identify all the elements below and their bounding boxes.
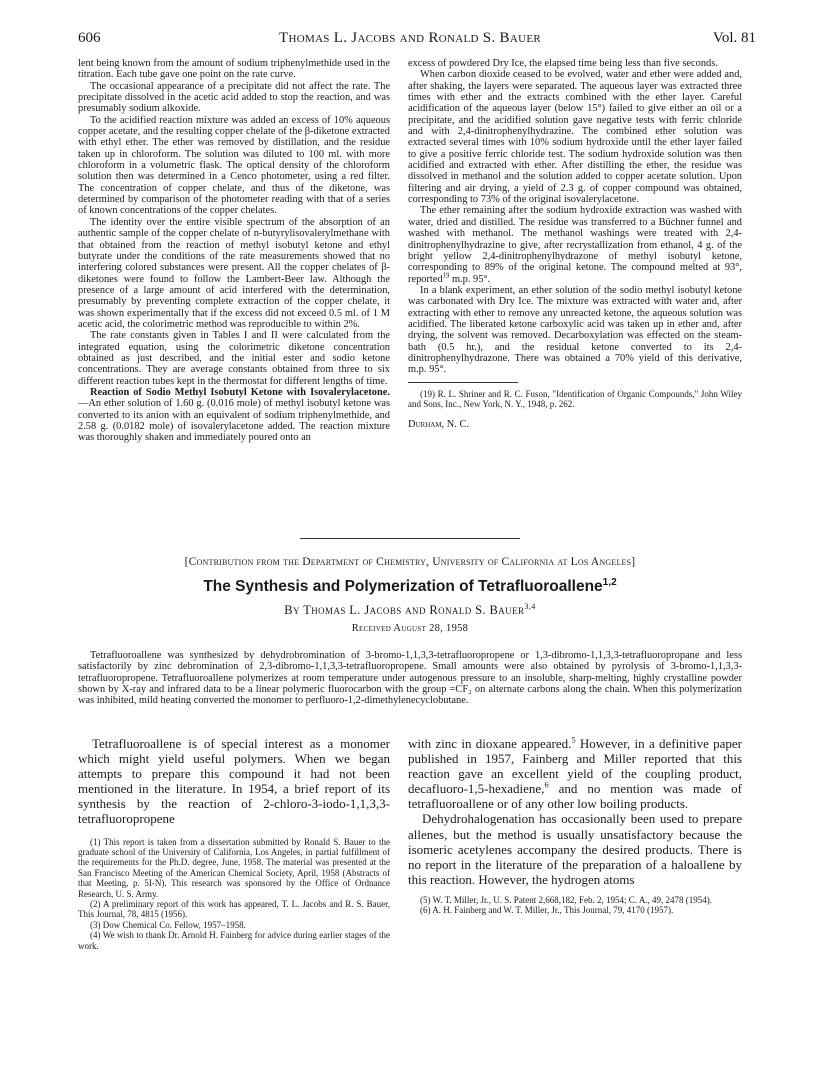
footnote-ref: 6 <box>544 779 549 790</box>
experimental-text: —An ether solution of 1.60 g. (0.016 mole) of methyl isobutyl ketone was converted to its anion with an equivalent of sodium triphenylmethide, and 2.58 g. (0.0182 mole) of isovalerylacetone added. The reaction mixture was thoroughly shaken and immediately poured onto an <box>78 398 390 444</box>
article-separator <box>300 538 520 539</box>
footnote-19: (19) R. L. Shriner and R. C. Fuson, "Identification of Organic Compounds," John Wiley and Sons, Inc., New York, N. Y., 1948, p. 262. <box>408 388 742 410</box>
footnote: (4) We wish to thank Dr. Arnold H. Fainberg for advice during earlier stages of the work. <box>78 930 390 951</box>
right-paragraph-tail: m.p. 95°. <box>449 273 491 285</box>
left-paragraph: The rate constants given in Tables I and II were calculated from the integrated equation, using the colorimetric diketone concentration obtained as just described, and the initial ester and sodio ketone concentrations. They are average constants obtained from three to six different reaction tubes kept in the thermostat for different lengths of time. <box>78 330 390 387</box>
running-title: Thomas L. Jacobs and Ronald S. Bauer <box>279 30 541 46</box>
location: Durham, N. C. <box>408 419 469 431</box>
right-paragraph: excess of powdered Dry Ice, the elapsed time being less than five seconds. <box>408 58 718 69</box>
footnote-rule <box>408 382 518 383</box>
contribution-line: [Contribution from the Department of Chemistry, University of California at Los Angeles] <box>184 556 636 568</box>
footnote: (1) This report is taken from a dissertation submitted by Ronald S. Bauer to the graduate school of the University of California, Los Angeles, in partial fulfillment of the requirements for the Ph.D. degree, June, 1958. The material was presented at the San Francisco Meeting of the American Chemical Society, April, 1958 (Abstracts of that Meeting, p. 5I-N). This research was sponsored by the Office of Ordnance Research, U. S. Army. <box>78 836 390 899</box>
page-number: 606 <box>78 30 101 46</box>
right-paragraph-text: The ether remaining after the sodium hydroxide extraction was washed with water, dried and distilled. The residue was transferred to a Büchner funnel and washed with methanol. The methanol washings were treated with 2,4-dinitrophenylhydrazine to give, after recrystallization from ethanol, 4 g. of the bright yellow 2,4-dinitrophenylhydrazone of methyl isobutyl ketone, corresponding to 89% of the original ketone. The compound melted at 93°, reported <box>408 205 742 285</box>
footnote-ref: 5 <box>571 734 576 745</box>
byline: By Thomas L. Jacobs and Ronald S. Bauer$^{3,4}$ <box>284 601 536 617</box>
left-paragraph: The occasional appearance of a precipitate did not affect the rate. The precipitate dissolved in the acetic acid added to stop the reaction, and was presumably sodium alkoxide. <box>78 80 390 115</box>
left-column <box>78 58 390 444</box>
body-paragraph: Dehydrohalogenation has occasionally been used to prepare allenes, but the method is usually unsatisfactory because the isomeric acetylenes accompany the desired products. There is no report in the literature of the preparation of a haloallene by this reaction. However, the hydrogen atoms <box>408 811 742 887</box>
footnote-ref: 19 <box>442 272 450 280</box>
body-right-column <box>408 736 742 916</box>
left-paragraph: lent being known from the amount of sodium triphenylmethide used in the titration. Each tube gave one point on the rate curve. <box>78 58 390 81</box>
left-paragraph: The identity over the entire visible spectrum of the absorption of an authentic sample of the copper chelate of n-butyrylisovalerylmethane with that obtained from the reaction of methyl isobutyl ketone and ethyl butyrate under the conditions of the rate measurements showed that no interfering colored substances were present. All the copper chelates of β-diketones were found to follow the Lambert-Beer law. Although the presence of a large amount of acid interfered with the determination, presumably by preventing complete extraction of the copper chelate, it was shown experimentally that if the excess did not exceed 0.5 ml. of 1 M acetic acid, the colorimetric method was reproducible to within 2%. <box>78 216 390 330</box>
footnote: (5) W. T. Miller, Jr., U. S. Patent 2,668,182, Feb. 2, 1954; C. A., 49, 2478 (1954). <box>420 894 713 905</box>
body-paragraph: with zinc in dioxane appeared.$^5$ However, in a definitive paper published in 1957, Fainberg and Miller reported that this reaction gave an excellent yield of the coupling product, decafluoro-1,5-hexadiene,$^6$ and no mention was made of tetrafluoroallene or of any other low boiling products. Dehydrohalogenation has occasionally been used to prepare allenes, but the method is usually unsatisfactory because the isomeric acetylenes accompany the desired products. There is no report in the literature of the preparation of a haloallene by this reaction. However, the hydrogen atoms <box>408 734 743 887</box>
received-date: Received August 28, 1958 <box>351 623 469 634</box>
right-paragraph: When carbon dioxide ceased to be evolved, water and ether were added and, after shaking, the layers were separated. The aqueous layer was extracted three times with ether and the extracts combined with the ether layer. Careful acidification of the aqueous layer (below 15°) failed to give either an oil or a precipitate, and the acidified solution gave negative tests with ferric chloride and with 2,4-dinitrophenylhydrazine. The combined ether solution was extracted several times with 10% sodium hydroxide until the ether layer failed to give a positive ferric chloride test. The sodium hydroxide solution was then acidified and extracted with ether. After distilling the ether, the residue was dissolved in methanol and the solution added to copper acetate solution. Upon filtering and air drying, a yield of 2.3 g. of copper compound was obtained, corresponding to 73% of the original isovalerylacetone. <box>408 69 742 206</box>
left-paragraph: To the acidified reaction mixture was added an excess of 10% aqueous copper acetate, and the resulting copper chelate of the β-diketone extracted with ethyl ether. The ether was removed by distillation, and the residue taken up in chloroform. The solution was diluted to 100 ml. with more chloroform in a volumetric flask. The optical density of the chloroform solution then was determined in a Cenco photometer, using a red filter. The concentration of copper chelate, and thus of the diketone, was determined by comparison of the photometer reading with that of a series of known concentrations of the copper chelates. <box>78 114 390 217</box>
title-footnote-ref: 1,2 <box>602 576 617 588</box>
footnotes-left <box>78 837 390 951</box>
footnotes-right <box>408 895 742 916</box>
right-paragraph <box>408 205 742 284</box>
volume-label: Vol. 81 <box>712 30 756 46</box>
experimental-paragraph <box>78 387 390 444</box>
byline-footnote-ref: 3,4 <box>524 601 536 611</box>
footnote: (2) A preliminary report of this work has appeared, T. L. Jacobs and R. S. Bauer, This Journal, 78, 4815 (1956). <box>78 899 390 920</box>
body-left-column <box>78 736 390 951</box>
footnote: (3) Dow Chemical Co. Fellow, 1957–1958. <box>90 919 246 930</box>
experimental-heading: Reaction of Sodio Methyl Isobutyl Ketone with Isovalerylacetone. <box>90 386 390 398</box>
abstract: Tetrafluoroallene was synthesized by dehydrobromination of 3-bromo-1,1,3,3-tetrafluoropropene or 1,3-dibromo-1,1,3,3-tetrafluoropropane and less satisfactorily by zinc debromination of 2,3-dibromo-1,1,3,3-tetrafluoropropene. Small amounts were also obtained by pyrolysis of 3-bromo-1,1,3,3-tetrafluoropropene. Tetrafluoroallene polymerizes at room temperature under autogenous pressure to an insoluble, sharp-melting, highly crystalline powder shown by X-ray and infrared data to be a linear polymeric fluorocarbon with the group =CF₂ on alternate carbons along the chain. When this polymerization was inhibited, mild heating converted the monomer to perfluoro-1,2-dimethylenecyclobutane. <box>78 650 742 707</box>
article-title: The Synthesis and Polymerization of Tetrafluoroallene$^{1,2}$ <box>203 576 617 595</box>
body-paragraph: Tetrafluoroallene is of special interest as a monomer which might yield useful polymers. When we began attempts to prepare this compound it had not been mentioned in the literature. In 1954, a brief report of its synthesis by the reaction of 2-chloro-3-iodo-1,1,3,3-tetrafluoropropene <box>78 736 390 827</box>
right-paragraph: In a blank experiment, an ether solution of the sodio methyl isobutyl ketone was carbonated with Dry Ice. The mixture was extracted with water and, after extracting with ether to remove any unreacted ketone, the aqueous solution was acidified. The liberated ketone carboxylic acid was taken up in ether and, after drying, the solvent was removed. Decarboxylation was effected on the steam-bath (0.5 hr.), and the residual ketone converted to its 2,4-dinitrophenylhydrazone. There was obtained a 70% yield of this derivative, m.p. 95°. <box>408 284 742 376</box>
right-column <box>408 58 742 431</box>
footnote: (6) A. H. Fainberg and W. T. Miller, Jr., This Journal, 79, 4170 (1957). <box>420 905 674 916</box>
